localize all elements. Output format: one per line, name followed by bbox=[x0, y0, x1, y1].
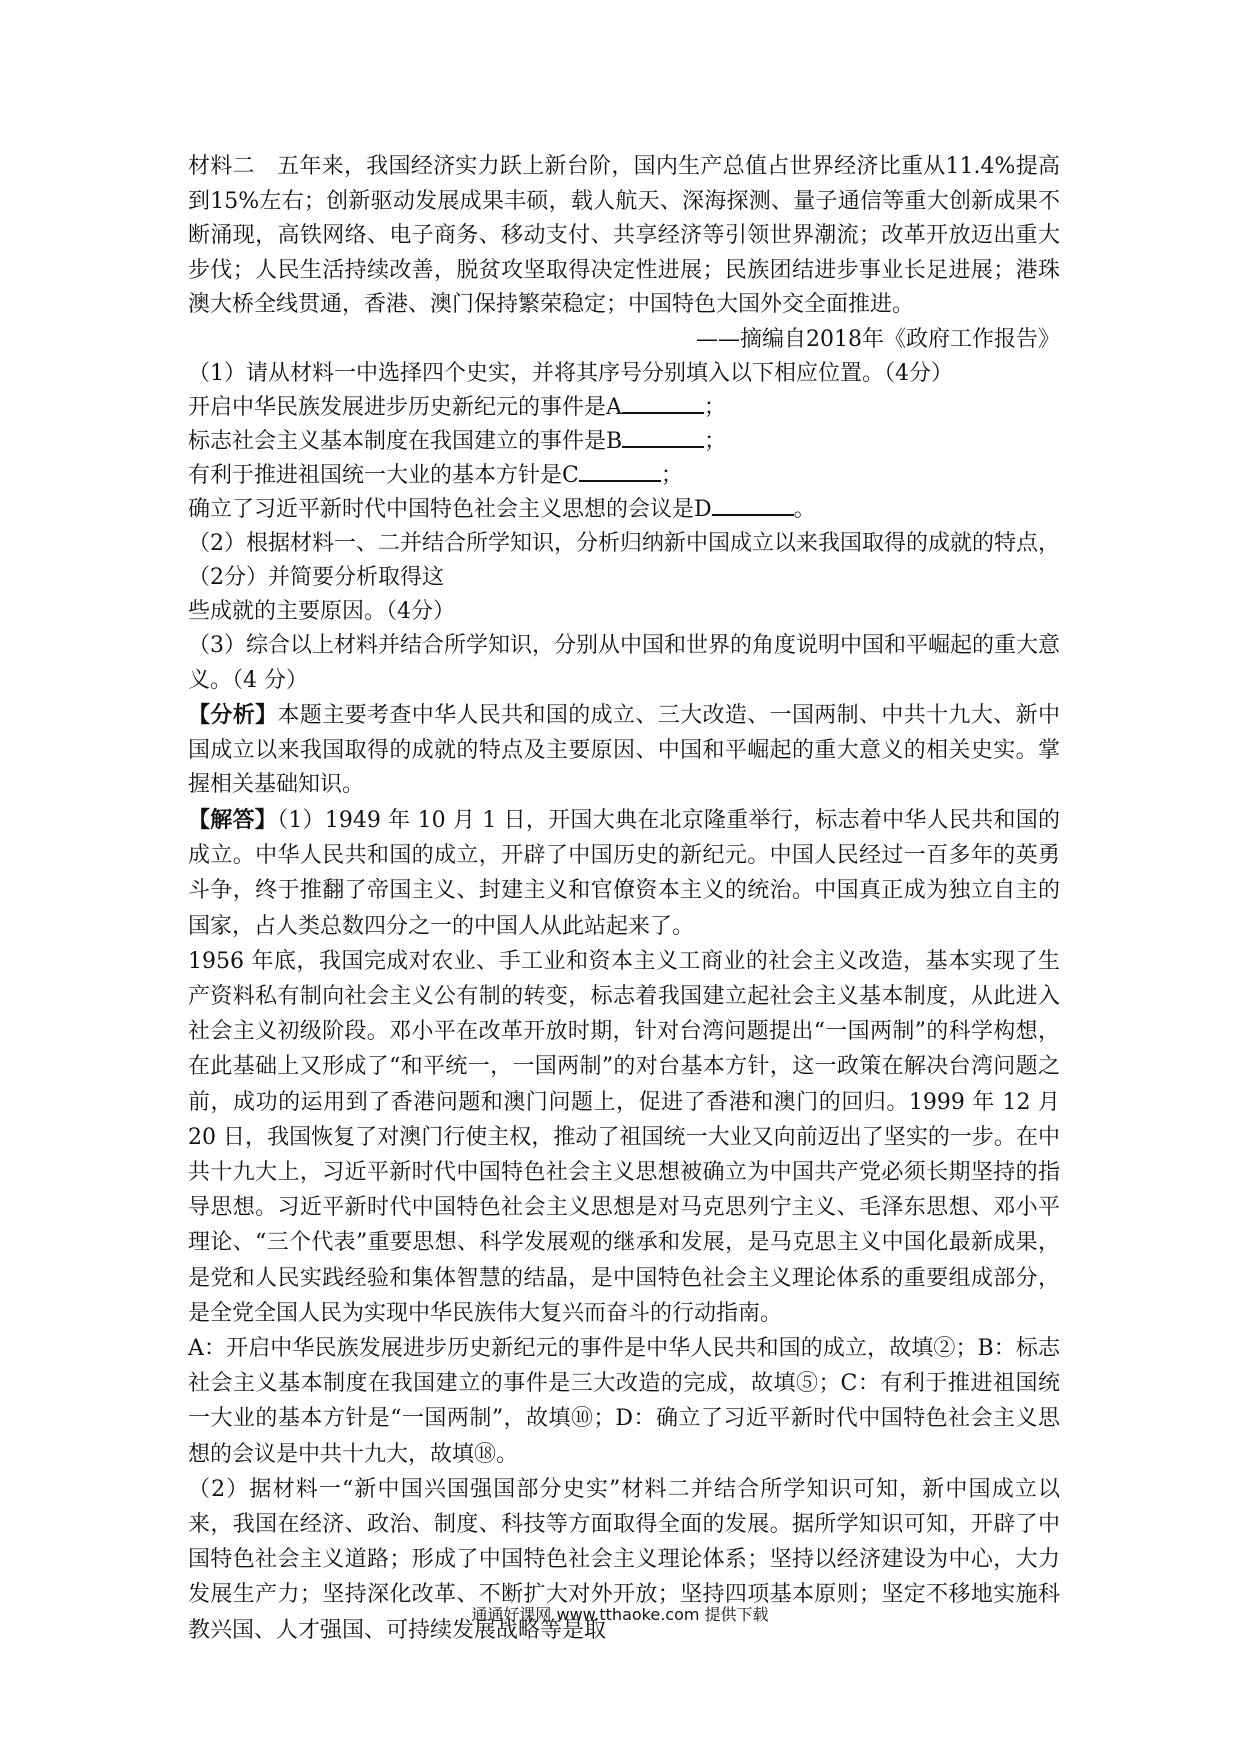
material-two-paragraph: 材料二 五年来，我国经济实力跃上新台阶，国内生产总值占世界经济比重从11.4%提高到15%左右；创新驱动发展成果丰硕，载人航天、深海探测、量子通信等重大创新成果不断涌现，高铁网络、电子商务、移动支付、共享经济等引领世界潮流；改革开放迈出重大步伐；人民生活持续改善，脱贫攻坚取得决定性进展；民族团结进步事业长足进展；港珠澳大桥全线贯通，香港、澳门保持繁荣稳定；中国特色大国外交全面推进。 bbox=[188, 154, 1060, 318]
q1-line-b bbox=[188, 425, 1060, 459]
answer-blank-c bbox=[579, 460, 661, 482]
answer-blank-d bbox=[712, 494, 794, 516]
answer-paragraph-2: 1956 年底，我国完成对农业、手工业和资本主义工商业的社会主义改造，基本实现了生产资料私有制向社会主义公有制的转变，标志着我国建立起社会主义基本制度，从此进入社会主义初级阶段。邓小平在改革开放时期，针对台湾问题提出“一国两制”的科学构想，在此基础上又形成了“和平统一，一国两制”的对台基本方针，这一政策在解决台湾问题之前，成功的运用到了香港问题和澳门问题上，促进了香港和澳门的回归。1999 年 12 月 20 日，我国恢复了对澳门行使主权，推动了祖国统一大业又向前迈出了坚实的一步。在中共十九大上，习近平新时代中国特色社会主义思想被确立为中国共产党必须长期坚持的指导思想。习近平新时代中国特色社会主义思想是对马克思列宁主义、毛泽东思想、邓小平理论、“三个代表”重要思想、科学发展观的继承和发展，是马克思主义中国化最新成果，是党和人民实践经验和集体智慧的结晶，是中国特色社会主义理论体系的重要组成部分，是全党全国人民为实现中华民族伟大复兴而奋斗的行动指南。 bbox=[188, 948, 1060, 1326]
q1-line-b-end: ； bbox=[704, 428, 727, 454]
q1-line-c-end: ； bbox=[660, 462, 683, 488]
answer-blank-b bbox=[622, 426, 704, 448]
question-2-line-3: 些成就的主要原因。（4分） bbox=[188, 598, 455, 624]
analysis-text: 本题主要考查中华人民共和国的成立、三大改造、一国两制、中共十九大、新中国成立以来我国取得的成就的特点及主要原因、中国和平崛起的重大意义的相关史实。掌握相关基础知识。 bbox=[188, 703, 1060, 798]
q1-line-b-text: 标志社会主义基本制度在我国建立的事件是B bbox=[188, 428, 623, 454]
question-2-line-1: （2）根据材料一、二并结合所学知识，分析归纳新中国成立以来我国取得的成就的特点， bbox=[188, 530, 1061, 556]
question-3: （3）综合以上材料并结合所学知识，分别从中国和世界的角度说明中国和平崛起的重大意义。（4 分） bbox=[188, 632, 1061, 693]
document-page bbox=[188, 150, 1060, 1648]
question-1-prompt: （1）请从材料一中选择四个史实，并将其序号分别填入以下相应位置。（4分） bbox=[188, 360, 953, 386]
analysis-paragraph bbox=[188, 698, 1060, 803]
answer-section bbox=[188, 803, 1060, 1648]
answer-para-1-text: （1）1949 年 10 月 1 日，开国大典在北京隆重举行，标志着中华人民共和国的成立。中华人民共和国的成立，开辟了中国历史的新纪元。中国人民经过一百多年的英勇斗争，终于推翻了帝国主义、封建主义和官僚资本主义的统治。中国真正成为独立自主的国家，占人类总数四分之一的中国人从此站起来了。 bbox=[188, 807, 1060, 939]
question-2-line-2: （2分）并简要分析取得这 bbox=[188, 564, 444, 590]
q1-line-c-text: 有利于推进祖国统一大业的基本方针是C bbox=[188, 462, 579, 488]
q1-line-d-end: 。 bbox=[793, 496, 816, 522]
q1-line-d-text: 确立了习近平新时代中国特色社会主义思想的会议是D bbox=[188, 496, 712, 522]
material-source: ——摘编自2018年《政府工作报告》 bbox=[696, 326, 1060, 352]
q1-line-a bbox=[188, 391, 1060, 425]
answer-paragraph-1 bbox=[188, 803, 1060, 944]
analysis-tag: 【分析】 bbox=[188, 702, 278, 729]
q1-line-c bbox=[188, 459, 1060, 493]
q1-line-a-end: ； bbox=[703, 394, 726, 420]
answer-tag: 【解答】 bbox=[188, 806, 278, 833]
answer-paragraph-3: A：开启中华民族发展进步历史新纪元的事件是中华人民共和国的成立，故填②；B：标志社会主义基本制度在我国建立的事件是三大改造的完成，故填⑤；C：有利于推进祖国统一大业的基本方针是“一国两制”，故填⑩；D：确立了习近平新时代中国特色社会主义思想的会议是中共十九大，故填⑱。 bbox=[188, 1335, 1060, 1467]
answer-blank-a bbox=[622, 392, 704, 414]
page-footer: 通通好课网 www.tthaoke.com 提供下载 bbox=[471, 1605, 769, 1624]
q1-line-d bbox=[188, 493, 1060, 527]
q1-line-a-text: 开启中华民族发展进步历史新纪元的事件是A bbox=[188, 394, 622, 420]
answer-paragraph-4: （2）据材料一“新中国兴国强国部分史实”材料二并结合所学知识可知，新中国成立以来，我国在经济、政治、制度、科技等方面取得全面的发展。据所学知识可知，开辟了中国特色社会主义道路；形成了中国特色社会主义理论体系；坚持以经济建设为中心，大力发展生产力；坚持深化改革、不断扩大对外开放；坚持四项基本原则；坚定不移地实施科教兴国、人才强国、可持续发展战略等是取 bbox=[188, 1476, 1060, 1643]
